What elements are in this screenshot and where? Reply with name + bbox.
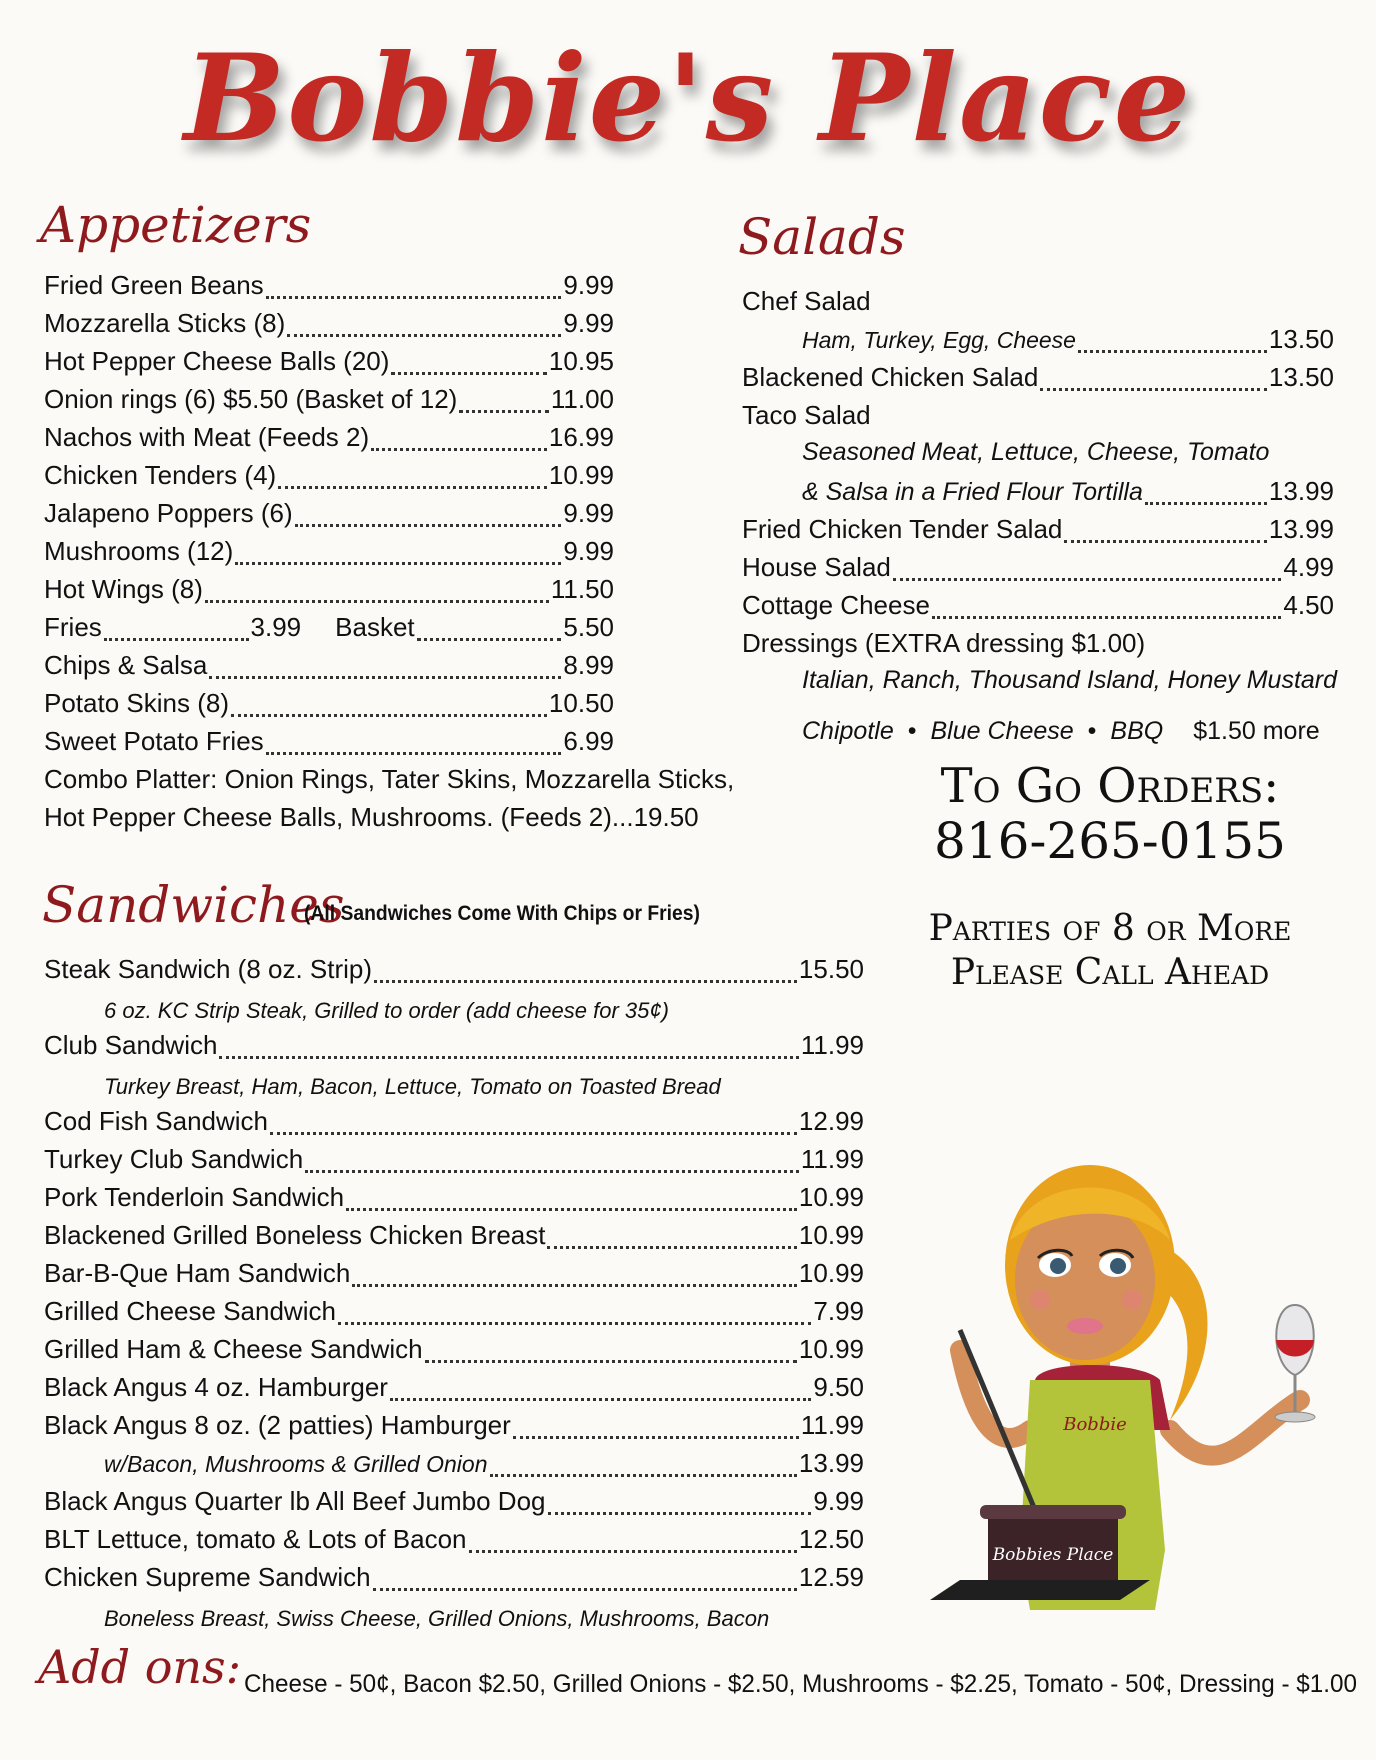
supreme-desc: Boneless Breast, Swiss Cheese, Grilled Onions, Mushrooms, Bacon — [104, 1606, 770, 1631]
taco-salad-desc-1: Seasoned Meat, Lettuce, Cheese, Tomato — [802, 438, 1270, 466]
menu-item: Bar-B-Que Ham Sandwich 10.99 — [44, 1258, 864, 1288]
ladle — [960, 1330, 1035, 1510]
chef-salad-name: Chef Salad — [742, 286, 871, 316]
taco-salad-desc-2: & Salsa in a Fried Flour Tortilla 13.99 — [802, 476, 1334, 506]
salads-heading: Salads — [738, 208, 906, 266]
menu-item: Chicken Supreme Sandwich 12.59 — [44, 1562, 864, 1592]
salads-list — [742, 286, 1338, 758]
menu-item: House Salad 4.99 — [742, 552, 1334, 582]
to-go-phone: 816-265-0155 — [934, 812, 1286, 870]
menu-item: Chips & Salsa 8.99 — [44, 650, 614, 680]
parties-line-1: Parties of 8 or More — [928, 908, 1292, 949]
menu-item: Pork Tenderloin Sandwich 10.99 — [44, 1182, 864, 1212]
sandwiches-list — [44, 954, 864, 1638]
menu-item: BLT Lettuce, tomato & Lots of Bacon 12.50 — [44, 1524, 864, 1554]
menu-item: Grilled Cheese Sandwich 7.99 — [44, 1296, 864, 1326]
apron-text: Bobbie — [1063, 1414, 1127, 1435]
bacon-option: w/Bacon, Mushrooms & Grilled Onion 13.99 — [104, 1448, 864, 1478]
menu-item: Blackened Chicken Salad 13.50 — [742, 362, 1334, 392]
pot-text: Bobbies Place — [992, 1545, 1114, 1565]
club-desc: Turkey Breast, Ham, Bacon, Lettuce, Tomato on Toasted Bread — [104, 1074, 721, 1099]
menu-item: Grilled Ham & Cheese Sandwich 10.99 — [44, 1334, 864, 1364]
fries-item: Fries 3.99 Basket 5.50 — [44, 612, 614, 642]
chef-salad-desc: Ham, Turkey, Egg, Cheese 13.50 — [802, 324, 1334, 354]
appetizers-heading: Appetizers — [40, 196, 312, 254]
menu-item: Black Angus Quarter lb All Beef Jumbo Dog 9.99 — [44, 1486, 864, 1516]
dressings-list: Italian, Ranch, Thousand Island, Honey Mustard — [802, 666, 1338, 694]
menu-item: Fried Chicken Tender Salad 13.99 — [742, 514, 1334, 544]
menu-item: Jalapeno Poppers (6) 9.99 — [44, 498, 614, 528]
menu-item: Chicken Tenders (4) 10.99 — [44, 460, 614, 490]
premium-dressings: Chipotle • Blue Cheese • BBQ $1.50 more — [802, 717, 1320, 745]
restaurant-title: Bobbie's Place — [183, 28, 1193, 169]
menu-item: Hot Wings (8) 11.50 — [44, 574, 614, 604]
dressings-label: Dressings (EXTRA dressing $1.00) — [742, 628, 1146, 658]
menu-item: Cottage Cheese 4.50 — [742, 590, 1334, 620]
addons-text: Cheese - 50¢, Bacon $2.50, Grilled Onions - $2.50, Mushrooms - $2.25, Tomato - 50¢, Dressing - $1.00 — [244, 1670, 1357, 1698]
menu-item: Onion rings (6) $5.50 (Basket of 12) 11.00 — [44, 384, 614, 414]
menu-item: Nachos with Meat (Feeds 2) 16.99 — [44, 422, 614, 452]
menu-item: Black Angus 4 oz. Hamburger 9.50 — [44, 1372, 864, 1402]
menu-item: Black Angus 8 oz. (2 patties) Hamburger 11.99 — [44, 1410, 864, 1440]
menu-item: Blackened Grilled Boneless Chicken Breast 10.99 — [44, 1220, 864, 1250]
menu-item: Mozzarella Sticks (8) 9.99 — [44, 308, 614, 338]
menu-item: Cod Fish Sandwich 12.99 — [44, 1106, 864, 1136]
appetizers-list — [44, 270, 735, 840]
menu-item: Fried Green Beans 9.99 — [44, 270, 614, 300]
addons-label: Add ons: — [38, 1640, 242, 1694]
sandwiches-note: (All Sandwiches Come With Chips or Fries) — [304, 902, 700, 925]
menu-item: Hot Pepper Cheese Balls (20) 10.95 — [44, 346, 614, 376]
menu-item: Steak Sandwich (8 oz. Strip) 15.50 — [44, 954, 864, 984]
taco-salad-name: Taco Salad — [742, 400, 871, 430]
combo-line-2: Hot Pepper Cheese Balls, Mushrooms. (Feeds 2)...19.50 — [44, 802, 699, 832]
sandwiches-heading: Sandwiches — [42, 876, 345, 934]
menu-item: Sweet Potato Fries 6.99 — [44, 726, 614, 756]
menu-item: Turkey Club Sandwich 11.99 — [44, 1144, 864, 1174]
steak-desc: 6 oz. KC Strip Steak, Grilled to order (add cheese for 35¢) — [104, 998, 669, 1023]
menu-item: Potato Skins (8) 10.50 — [44, 688, 614, 718]
menu-item: Mushrooms (12) 9.99 — [44, 536, 614, 566]
chef-illustration — [920, 1130, 1360, 1620]
menu-item: Club Sandwich 11.99 — [44, 1030, 864, 1060]
combo-line-1: Combo Platter: Onion Rings, Tater Skins, Mozzarella Sticks, — [44, 764, 735, 794]
to-go-label: To Go Orders: — [940, 758, 1280, 814]
parties-line-2: Please Call Ahead — [950, 952, 1270, 993]
